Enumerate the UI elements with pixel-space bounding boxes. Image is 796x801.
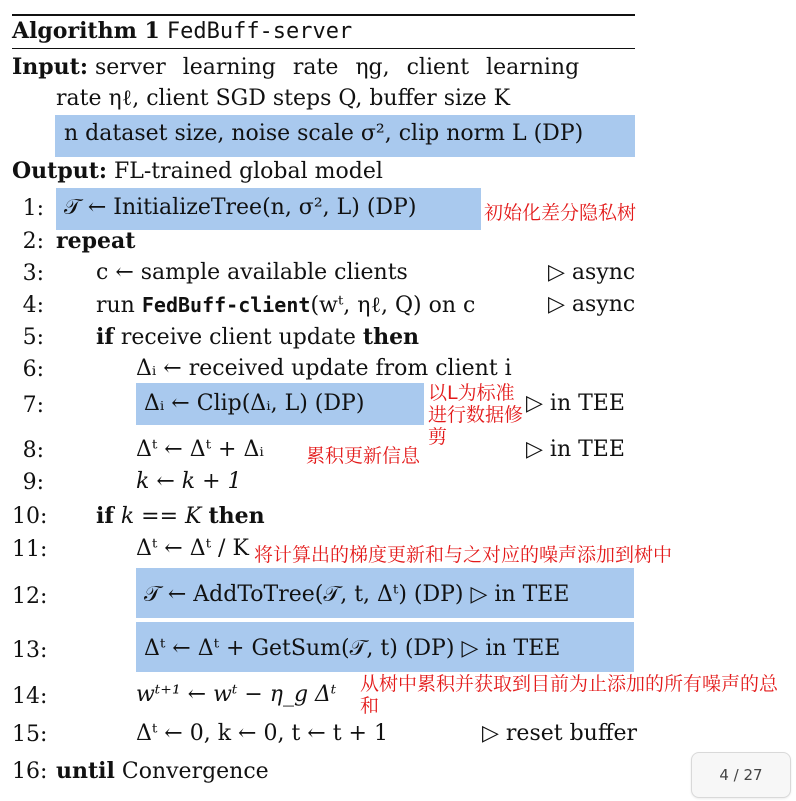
line-4-text — [96, 292, 475, 318]
line-8-comment: ▷ in TEE — [526, 437, 625, 462]
line-5-condition: receive client update — [113, 325, 363, 350]
line-3-comment: ▷ async — [548, 260, 636, 285]
line-12-text: 𝒯 ← AddToTree(𝒯, t, Δᵗ) (DP) ▷ in TEE — [144, 582, 570, 607]
line-number-2: 2: — [22, 229, 44, 254]
algorithm-title-name: FedBuff-server — [166, 19, 353, 44]
input-label: Input: — [12, 54, 88, 80]
line-5-text — [96, 324, 419, 350]
line-11-text: Δᵗ ← Δᵗ / K — [136, 536, 249, 561]
line-10-if: if — [96, 503, 114, 529]
line-3-text: c ← sample available clients — [96, 260, 408, 285]
input-line-1 — [12, 54, 579, 80]
line-15-comment: ▷ reset buffer — [482, 721, 638, 746]
page-indicator[interactable] — [691, 752, 791, 798]
line-number-8: 8: — [22, 438, 44, 463]
line-1-text: 𝒯 ← InitializeTree(n, σ², L) (DP) — [64, 195, 417, 220]
line-number-13: 13: — [12, 638, 48, 663]
line-number-12: 12: — [12, 584, 48, 609]
line-7-text: Δᵢ ← Clip(Δᵢ, L) (DP) — [144, 391, 365, 416]
line-6-text: Δᵢ ← received update from client i — [136, 356, 512, 381]
input-line-2: rate ηℓ, client SGD steps Q, buffer size K — [56, 86, 511, 111]
line-7-comment: ▷ in TEE — [526, 391, 625, 416]
line-15-text: Δᵗ ← 0, k ← 0, t ← t + 1 — [136, 721, 388, 746]
line-number-3: 3: — [22, 261, 44, 286]
output-text: FL-trained global model — [113, 159, 383, 184]
line-number-10: 10: — [12, 504, 48, 529]
input-text-1: server learning rate ηg, client learning — [94, 55, 580, 80]
line-number-4: 4: — [22, 293, 44, 318]
input-line-3: n dataset size, noise scale σ², clip norm L (DP) — [64, 121, 584, 146]
line-16-condition: Convergence — [114, 759, 269, 784]
line-4-post: (wᵗ, ηℓ, Q) on c — [310, 293, 476, 318]
output-label: Output: — [12, 158, 107, 184]
annotation-line-1: 初始化差分隐私树 — [484, 202, 637, 224]
line-9-text: k ← k + 1 — [136, 469, 242, 494]
line-number-15: 15: — [12, 722, 48, 747]
line-16-until: until — [56, 758, 115, 784]
line-8-text: Δᵗ ← Δᵗ + Δᵢ — [136, 437, 264, 462]
line-10-text — [96, 503, 265, 529]
output-line — [12, 158, 383, 184]
line-number-14: 14: — [12, 684, 48, 709]
annotation-line-14: 从树中累积并获取到目前为止添加的所有噪声的总和 — [360, 673, 779, 717]
line-number-9: 9: — [22, 470, 44, 495]
line-10-condition: k == K — [113, 504, 209, 529]
line-number-5: 5: — [22, 325, 44, 350]
line-14-text: wᵗ⁺¹ ← wᵗ − η_g Δᵗ — [136, 682, 337, 707]
line-13-text: Δᵗ ← Δᵗ + GetSum(𝒯, t) (DP) ▷ in TEE — [144, 636, 561, 661]
line-number-1: 1: — [22, 196, 44, 221]
line-16-text — [56, 758, 269, 784]
annotation-line-11: 将计算出的梯度更新和与之对应的噪声添加到树中 — [254, 544, 673, 566]
line-5-then: then — [362, 324, 420, 350]
line-5-if: if — [96, 324, 114, 350]
line-2-keyword: repeat — [56, 228, 136, 254]
line-number-6: 6: — [22, 357, 44, 382]
top-rule — [12, 14, 635, 16]
page-indicator-label: 4 / 27 — [719, 766, 763, 784]
line-4-comment: ▷ async — [548, 292, 636, 317]
line-10-then: then — [208, 503, 265, 529]
algorithm-title — [12, 18, 352, 44]
algorithm-title-prefix: Algorithm 1 — [12, 18, 160, 44]
line-number-11: 11: — [12, 537, 48, 562]
line-4-function: FedBuff-client — [141, 293, 311, 317]
annotation-line-7: 以L为标准进行数据修剪 — [428, 382, 524, 448]
line-number-16: 16: — [12, 759, 48, 784]
title-rule — [12, 48, 635, 49]
annotation-line-8: 累积更新信息 — [306, 445, 421, 467]
line-4-pre: run — [96, 293, 142, 318]
line-number-7: 7: — [22, 393, 44, 418]
